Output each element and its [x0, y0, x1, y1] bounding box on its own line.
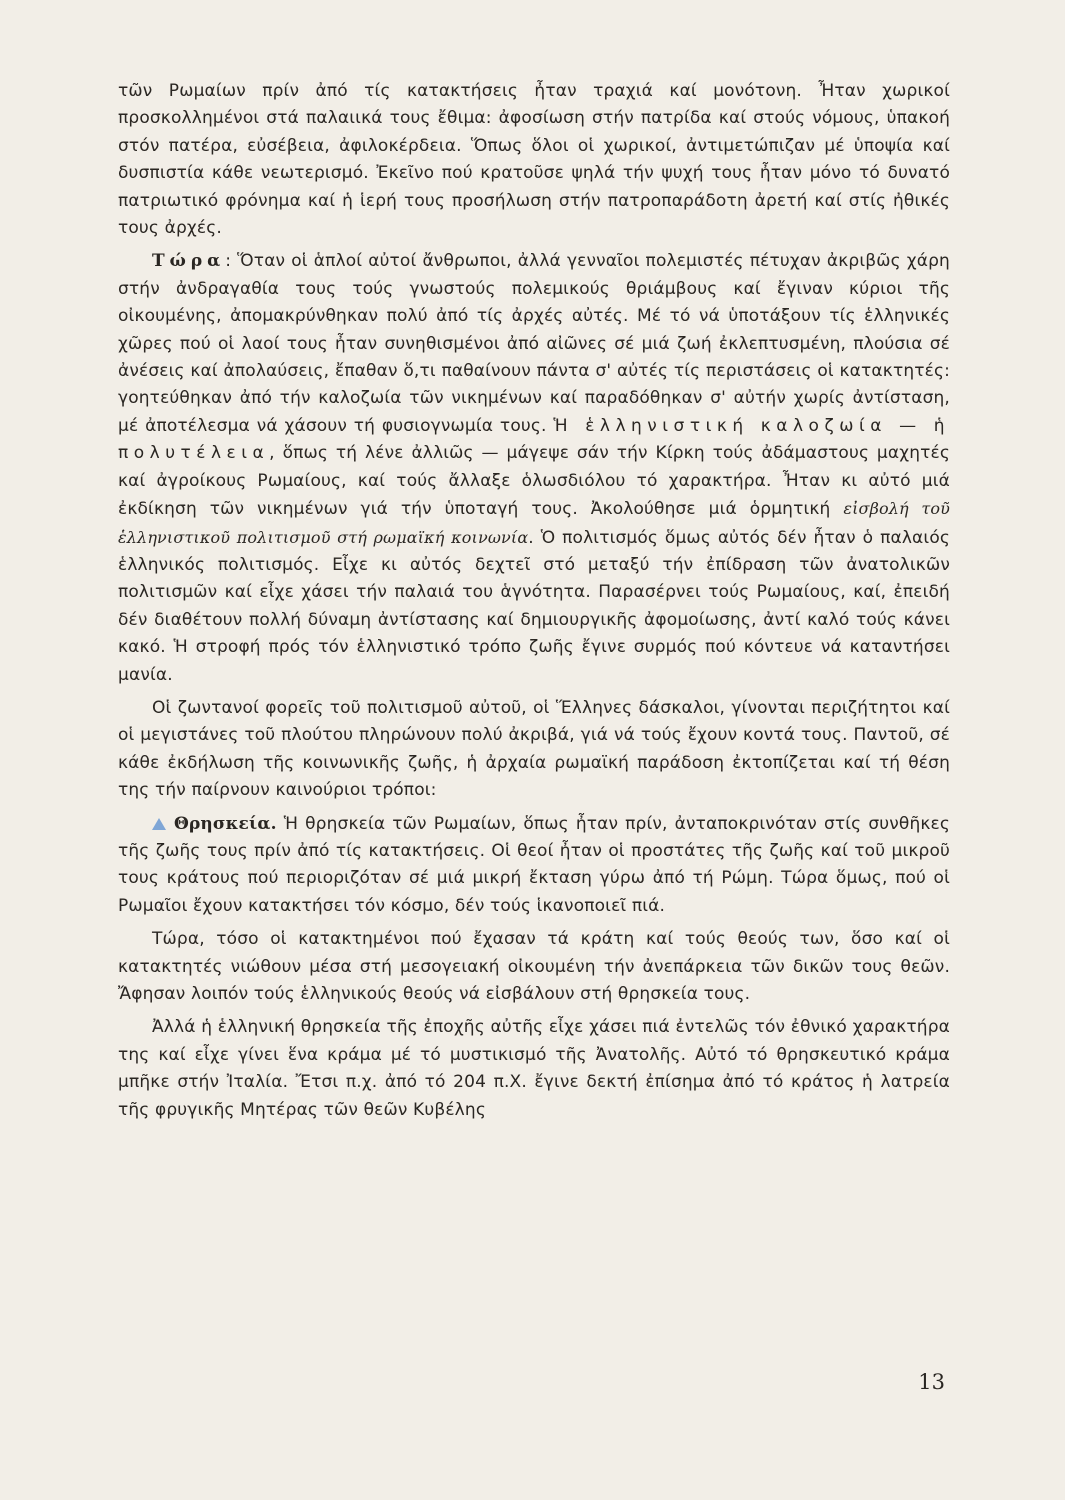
- paragraph-2-text-c: . Ὁ πολιτισμός ὅμως αὐτός δέν ἦταν ὁ παλαιός ἑλληνικός πολιτισμός. Εἶχε κι αὐτός δεχτεῖ στό μεταξύ τήν ἐπίδραση τῶν ἀνατολικῶν πολιτισμῶν καί εἶχε χάσει τήν παλαιά του ἁγνότητα. Παρασέρνει τούς Ρωμαίους, καί, ἐπειδή δέν διαθέτουν πολλή δύναμη ἀντίστασης καί δημιουργικῆς ἀφομοίωσης, ἀντί καλό τούς κάνει κακό. Ἡ στροφή πρός τόν ἑλληνιστικό τρόπο ζωῆς ἔγινε συρμός πού κόντευε νά καταντήσει μανία.: [118, 527, 950, 685]
- paragraph-2-lead: Τώρα: [152, 251, 226, 272]
- paragraph-3: Οἱ ζωντανοί φορεῖς τοῦ πολιτισμοῦ αὐτοῦ, οἱ Ἕλληνες δάσκαλοι, γίνονται περιζήτητοι καί οἱ μεγιστάνες τοῦ πλούτου πληρώνουν πολύ ἀκριβά, γιά νά τούς ἔχουν κοντά τους. Παντοῦ, σέ κάθε ἐκδήλωση τῆς κοινωνικῆς ζωῆς, ἡ ἀρχαία ρωμαϊκή παράδοση ἐκτοπίζεται καί τή θέση της τήν παίρνουν καινούριοι τρόποι:: [118, 697, 950, 801]
- paragraph-2-text-b: , ὅπως τή λένε ἀλλιῶς — μάγεψε σάν τήν Κίρκη τούς ἀδάμαστους μαχητές καί ἀγροίκους Ρωμαίους, καί τούς ἄλλαξε ὁλωσδιόλου τό χαρακτήρα. Ἦταν κι αὐτό μιά ἐκδίκηση τῶν νικημένων γιά τήν ὑποταγή τους. Ἀκολούθησε μιά ὁρμητική: [118, 443, 950, 520]
- body-text: [118, 78, 950, 1130]
- paragraph-4: [118, 811, 950, 921]
- paragraph-2: [118, 248, 950, 689]
- paragraph-1: τῶν Ρωμαίων πρίν ἀπό τίς κατακτήσεις ἦταν τραχιά καί μονότονη. Ἦταν χωρικοί προσκολλημένοι στά παλαιικά τους ἔθιμα: ἀφοσίωση στήν πατρίδα καί στούς νόμους, ὑπακοή στόν πατέρα, εὐσέβεια, ἀφιλοκέρδεια. Ὅπως ὅλοι οἱ χωρικοί, ἀντιμετώπιζαν μέ ὑποψία καί δυσπιστία κάθε νεωτερισμό. Ἐκεῖνο πού κρατοῦσε ψηλά τήν ψυχή τους ἦταν μόνο τό δυνατό πατριωτικό φρόνημα καί ἡ ἱερή τους προσήλωση στήν πατροπαράδοτη ἀρετή καί στίς ἠθικές τους ἀρχές.: [118, 81, 950, 239]
- paragraph-4-text: Ἡ θρησκεία τῶν Ρωμαίων, ὅπως ἦταν πρίν, ἀνταποκρινόταν στίς συνθῆκες τῆς ζωῆς τους πρίν ἀπό τίς κατακτήσεις. Οἱ θεοί ἦταν οἱ προστάτες τῆς ζωῆς καί τοῦ μικροῦ τους κράτους πού περιοριζόταν σέ μιά μικρή ἔκταση γύρω ἀπό τή Ρώμη. Τώρα ὅμως, πού οἱ Ρωμαῖοι ἔχουν κατακτήσει τόν κόσμο, δέν τούς ἱκανοποιεῖ πιά.: [118, 813, 950, 916]
- section-heading-religion: Θρησκεία.: [174, 813, 277, 834]
- paragraph-2-text-a: : Ὅταν οἱ ἁπλοί αὐτοί ἄνθρωποι, ἀλλά γενναῖοι πολεμιστές πέτυχαν ἀκριβῶς χάρη στήν ἀνδραγαθία τους τούς γνωστούς πολεμικούς θριάμβους καί ἔγιναν κύριοι τῆς οἰκουμένης, ἀπομακρύνθηκαν πολύ ἀπό τίς ἀρχές αὐτές. Μέ τό νά ὑποτάξουν τίς ἑλληνικές χῶρες πού οἱ λαοί τους ἦταν συνηθισμένοι ἀπό αἰῶνες σέ μιά ζωή ἐκλεπτυσμένη, πλούσια σέ ἀνέσεις καί ἀπολαύσεις, ἔπαθαν ὅ,τι παθαίνουν πάντα σ' αὐτές τίς περιστάσεις οἱ κατακτητές: γοητεύθηκαν ἀπό τήν καλοζωία τῶν νικημένων καί παραδόθηκαν σ' αὐτήν χωρίς ἀντίσταση, μέ ἀποτέλεσμα νά χάσουν τή φυσιογνωμία τους.: [118, 251, 950, 436]
- paragraph-6: Ἀλλά ἡ ἑλληνική θρησκεία τῆς ἐποχῆς αὐτῆς εἶχε χάσει πιά ἐντελῶς τόν ἐθνικό χαρακτήρα της καί εἶχε γίνει ἕνα κράμα μέ τό μυστικισμό τῆς Ἀνατολῆς. Αὐτό τό θρησκευτικό κράμα μπῆκε στήν Ἰταλία. Ἔτσι π.χ. ἀπό τό 204 π.Χ. ἔγινε δεκτή ἐπίσημα ἀπό τό κράτος ἡ λατρεία τῆς φρυγικῆς Μητέρας τῶν θεῶν Κυβέλης: [118, 1017, 950, 1120]
- triangle-marker-icon: [152, 818, 166, 830]
- page-number: 13: [918, 1370, 945, 1394]
- paragraph-2-spaced-phrase: Ἡ ἑλληνιστική καλοζωία — ἡ πολυτέλεια: [118, 415, 951, 464]
- paragraph-2-italic-phrase: εἰσβολή τοῦ ἑλληνιστικοῦ πολιτισμοῦ στή ρωμαϊκή κοινωνία: [118, 499, 950, 547]
- paragraph-5: Τώρα, τόσο οἱ κατακτημένοι πού ἔχασαν τά κράτη καί τούς θεούς των, ὅσο καί οἱ κατακτητές νιώθουν μέσα στή μεσογειακή οἰκουμένη τήν ἀνεπάρκεια τῶν δικῶν τους θεῶν. Ἄφησαν λοιπόν τούς ἑλληνικούς θεούς νά εἰσβάλουν στή θρησκεία τους.: [118, 929, 950, 1004]
